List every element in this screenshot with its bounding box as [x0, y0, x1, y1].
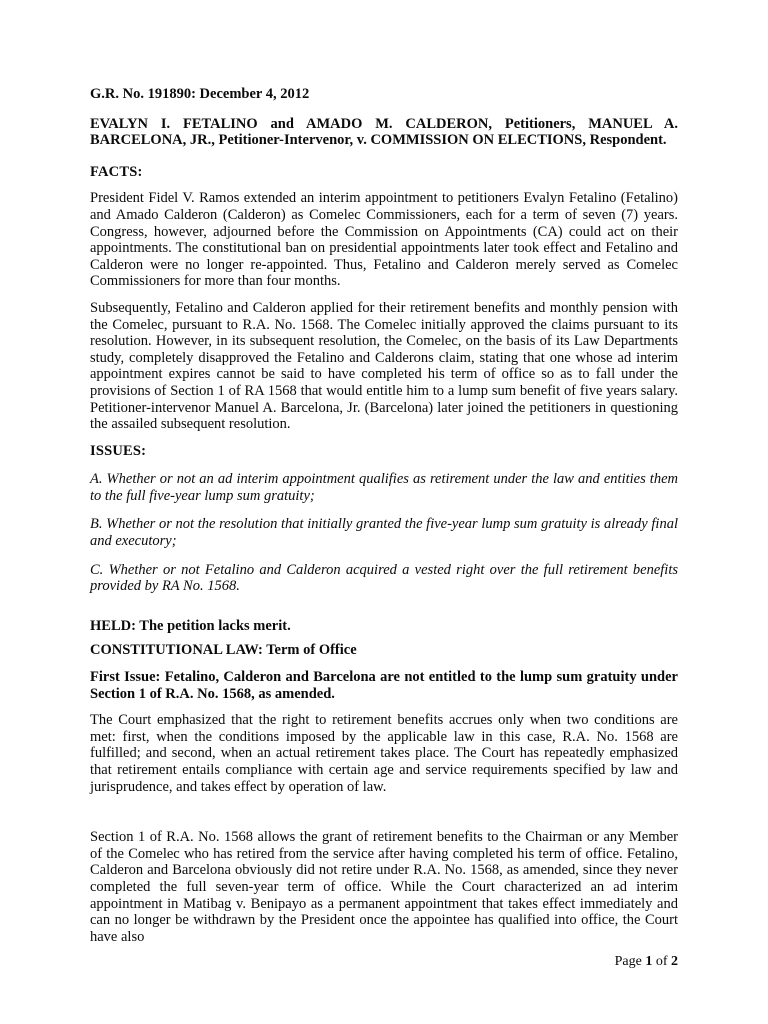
issue-item-b: B. Whether or not the resolution that initially granted the five-year lump sum gratuity is already final and executory;: [90, 516, 678, 550]
first-issue-heading: First Issue: Fetalino, Calderon and Barcelona are not entitled to the lump sum gratuity under Section 1 of R.A. No. 1568, as amended.: [90, 669, 678, 702]
total-pages: 2: [671, 954, 678, 969]
issue-item-a: A. Whether or not an ad interim appointment qualifies as retirement under the law and entities them to the full five-year lump sum gratuity;: [90, 471, 678, 504]
body-paragraph: Section 1 of R.A. No. 1568 allows the grant of retirement benefits to the Chairman or any Member of the Comelec who has retired from the service after having completed his term of office. Fetalino, Calderon and Barcelona obviously did not retire under R.A. No. 1568, as amended, since they never completed the full seven-year term of office. While the Court characterized an ad interim appointment in Matibag v. Benipayo as a permanent appointment that takes effect immediately and can no longer be withdrawn by the President once the appointee has qualified into office, the Court have also: [90, 829, 678, 945]
facts-paragraph: President Fidel V. Ramos extended an interim appointment to petitioners Evalyn Fetalino (Fetalino) and Amado Calderon (Calderon) as Comelec Commissioners, each for a term of seven (7) years. Congress, however, adjourned before the Commission on Appointments (CA) could act on their appointments. The constitutional ban on presidential appointments later took effect and Fetalino and Calderon were no longer re-appointed. Thus, Fetalino and Calderon merely served as Comelec Commissioners for more than four months.: [90, 190, 678, 290]
page-label: Page: [614, 954, 642, 969]
issue-item-c: C. Whether or not Fetalino and Calderon acquired a vested right over the full retirement benefits provided by RA No. 1568.: [90, 561, 678, 595]
issues-heading: ISSUES:: [90, 442, 147, 459]
page-footer: [615, 954, 678, 970]
case-title: EVALYN I. FETALINO and AMADO M. CALDERON, Petitioners, MANUEL A. BARCELONA, JR., Petitioner-Intervenor, v. COMMISSION ON ELECTIONS, Respondent.: [90, 115, 678, 149]
of-label: of: [655, 954, 668, 969]
facts-paragraph: Subsequently, Fetalino and Calderon applied for their retirement benefits and monthly pension with the Comelec, pursuant to R.A. No. 1568. The Comelec initially approved the claims pursuant to its resolution. However, in its subsequent resolution, the Comelec, on the basis of its Law Departments study, completely disapproved the Fetalino and Calderons claim, stating that one whose ad interim appointment expires cannot be said to have completed his term of office so as to fall under the provisions of Section 1 of RA 1568 that would entitle him to a lump sum benefit of five years salary. Petitioner-intervenor Manuel A. Barcelona, Jr. (Barcelona) later joined the petitioners in questioning the assailed subsequent resolution.: [90, 299, 678, 433]
body-paragraph: The Court emphasized that the right to retirement benefits accrues only when two conditions are met: first, when the conditions imposed by the applicable law in this case, R.A. No. 1568 are fulfilled; and second, when an actual retirement takes place. The Court has repeatedly emphasized that retirement entails compliance with certain age and service requirements specified by law and jurisprudence, and takes effect by operation of law.: [90, 712, 678, 795]
held-line: HELD: The petition lacks merit.: [90, 617, 291, 634]
constitutional-law-heading: CONSTITUTIONAL LAW: Term of Office: [90, 642, 357, 659]
case-number: G.R. No. 191890: December 4, 2012: [90, 86, 310, 102]
facts-heading: FACTS:: [90, 163, 143, 180]
page-number: 1: [645, 954, 653, 969]
